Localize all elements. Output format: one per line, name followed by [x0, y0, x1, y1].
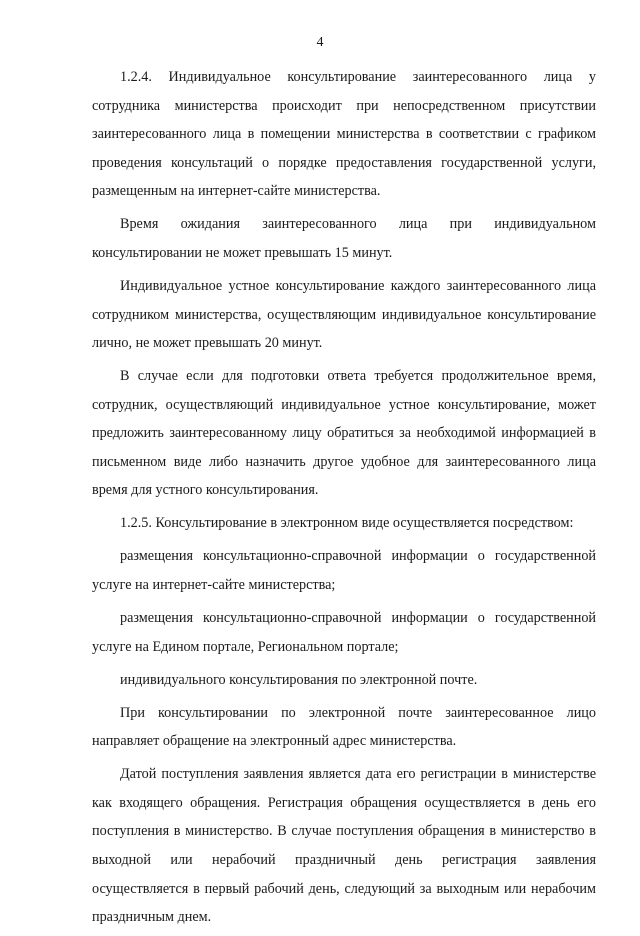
paragraph-1-2-4: 1.2.4. Индивидуальное консультирование заинтересованного лица у сотрудника министерства происходит при непосредственном присутствии заинтересованного лица в помещении министерства в соответствии с графиком проведения консультаций о порядке предоставления государственной услуги, размещенным на интернет-сайте министерства.: [92, 69, 596, 200]
paragraph-waiting-time: Время ожидания заинтересованного лица при индивидуальном консультировании не может превышать 15 минут.: [92, 216, 596, 261]
list-item-portals: размещения консультационно-справочной информации о государственной услуге на Едином портале, Региональном портале;: [92, 610, 596, 655]
document-body: [92, 63, 596, 936]
paragraph-oral-consultation-limit: Индивидуальное устное консультирование каждого заинтересованного лица сотрудником министерства, осуществляющим индивидуальное консультирование лично, не может превышать 20 минут.: [92, 277, 596, 352]
page-number: 4: [316, 35, 324, 50]
paragraph-registration: Датой поступления заявления является дата его регистрации в министерстве как входящего обращения. Регистрация обращения осуществляется в день его поступления в министерство. В случае поступления обращения в министерство в выходной или нерабочий праздничный день регистрация заявления осуществляется в первый рабочий день, следующий за выходным или нерабочим праздничным днем.: [92, 766, 596, 926]
list-item-website: размещения консультационно-справочной информации о государственной услуге на интернет-сайте министерства;: [92, 548, 596, 594]
list-item-email: индивидуального консультирования по электронной почте.: [120, 671, 478, 688]
paragraph-long-answer: В случае если для подготовки ответа требуется продолжительное время, сотрудник, осуществляющий индивидуальное устное консультирование, может предложить заинтересованному лицу обратиться за необходимой информацией в письменном виде либо назначить другое удобное для заинтересованного лица время для устного консультирования.: [92, 368, 596, 499]
paragraph-1-2-5: 1.2.5. Консультирование в электронном виде осуществляется посредством:: [120, 515, 574, 532]
paragraph-email-consultation: При консультировании по электронной почте заинтересованное лицо направляет обращение на электронный адрес министерства.: [92, 704, 596, 750]
